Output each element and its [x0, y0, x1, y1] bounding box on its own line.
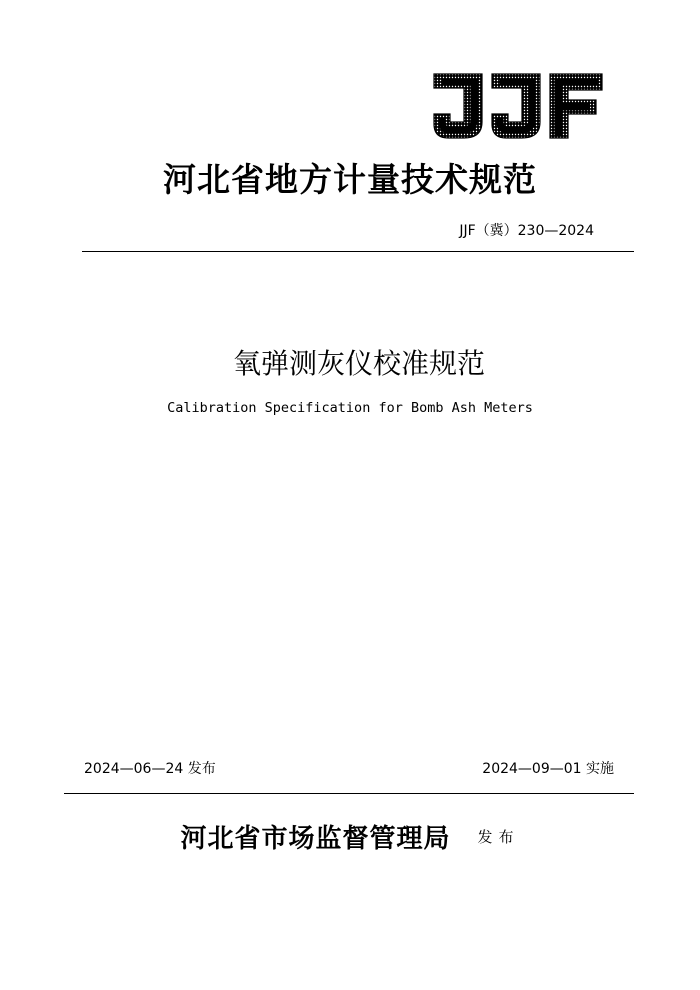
jjf-logo-icon	[430, 70, 606, 142]
issue-date: 2024—06—24 发布	[84, 761, 216, 777]
document-title-chinese: 氧弹测灰仪校准规范	[232, 347, 485, 380]
effective-date: 2024—09—01 实施	[482, 761, 614, 777]
series-title: 河北省地方计量技术规范	[163, 160, 537, 199]
document-title-english: Calibration Specification for Bomb Ash Meters	[167, 400, 533, 416]
bottom-divider	[64, 793, 634, 794]
document-number: JJF（冀）230—2024	[459, 223, 594, 239]
publisher-name: 河北省市场监督管理局	[180, 824, 451, 854]
publish-label: 发布	[477, 828, 520, 846]
top-divider	[82, 251, 634, 252]
publisher-row	[0, 818, 700, 855]
